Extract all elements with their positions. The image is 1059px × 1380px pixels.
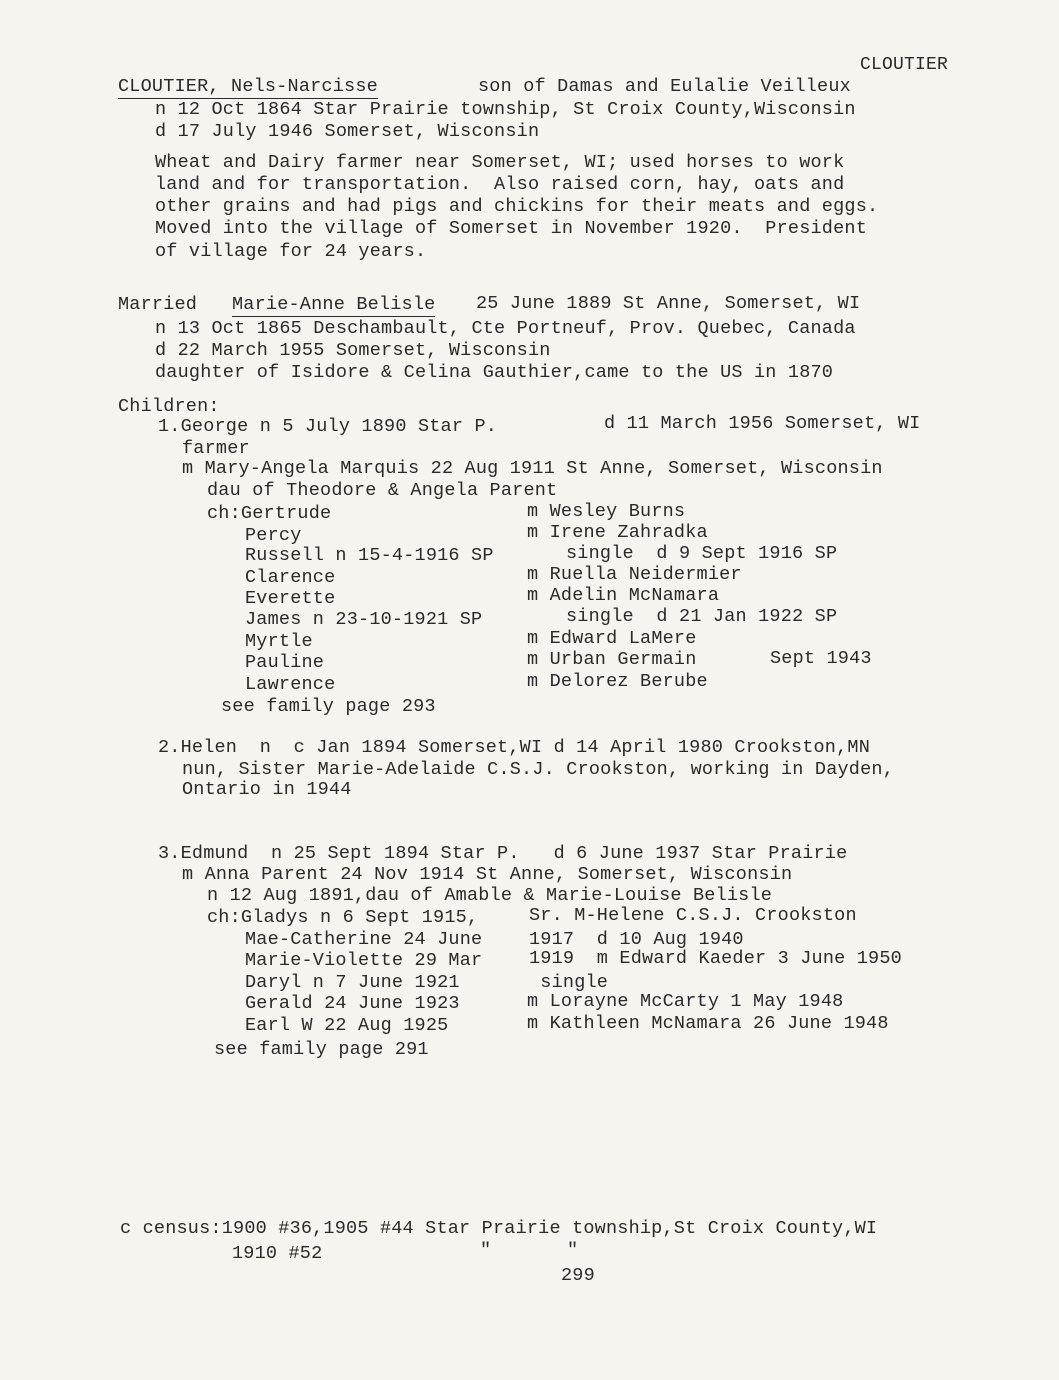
grandchild-name: Myrtle xyxy=(245,631,313,652)
child3-see-family: see family page 291 xyxy=(214,1039,429,1060)
grandchild-name: Pauline xyxy=(245,652,325,673)
subject-birth: n 12 Oct 1864 Star Prairie township, St Croix County,Wisconsin xyxy=(155,99,856,120)
grandchild-name: Earl W 22 Aug 1925 xyxy=(245,1015,449,1036)
grandchild-info: single d 21 Jan 1922 SP xyxy=(566,606,838,627)
grandchild-name: Lawrence xyxy=(245,674,336,695)
marriage-info: 25 June 1889 St Anne, Somerset, WI xyxy=(476,293,861,314)
grandchild-info: m Edward LaMere xyxy=(527,628,697,649)
child1-death: d 11 March 1956 Somerset, WI xyxy=(604,413,921,434)
grandchild-info: Sr. M-Helene C.S.J. Crookston xyxy=(529,905,857,926)
subject-parents: son of Damas and Eulalie Veilleux xyxy=(478,76,851,97)
child3-line1: 3.Edmund n 25 Sept 1894 Star P. d 6 June 1937 Star Prairie xyxy=(158,843,848,864)
census-line1: c census:1900 #36,1905 #44 Star Prairie township,St Croix County,WI xyxy=(120,1218,878,1239)
child2-line1: 2.Helen n c Jan 1894 Somerset,WI d 14 April 1980 Crookston,MN xyxy=(158,737,871,758)
child3-spouse-info: n 12 Aug 1891,dau of Amable & Marie-Louise Belisle xyxy=(207,885,773,906)
grandchild-info: 1919 m Edward Kaeder 3 June 1950 xyxy=(529,948,902,969)
bio-line: of village for 24 years. xyxy=(155,241,427,262)
census-line2: 1910 #52 xyxy=(232,1243,323,1264)
grandchild-extra: Sept 1943 xyxy=(770,648,872,669)
grandchild-name: Gerald 24 June 1923 xyxy=(245,993,460,1014)
child1-line1: 1.George n 5 July 1890 Star P. xyxy=(158,416,498,437)
child2-line3: Ontario in 1944 xyxy=(182,779,352,800)
children-heading: Children: xyxy=(118,396,220,417)
grandchild-info: single xyxy=(529,972,609,993)
grandchild-name: Everette xyxy=(245,588,336,609)
grandchild-name: Daryl n 7 June 1921 xyxy=(245,972,460,993)
census-ditto: " xyxy=(567,1240,579,1261)
grandchild-info: m Delorez Berube xyxy=(527,671,708,692)
bio-line: Wheat and Dairy farmer near Somerset, WI; used horses to work xyxy=(155,152,845,173)
grandchild-info: 1917 d 10 Aug 1940 xyxy=(529,929,744,950)
bio-line: Moved into the village of Somerset in November 1920. President xyxy=(155,218,868,239)
spouse-name: Marie-Anne Belisle xyxy=(232,294,436,315)
census-ditto: " xyxy=(480,1240,492,1261)
child3-marriage: m Anna Parent 24 Nov 1914 St Anne, Somerset, Wisconsin xyxy=(182,864,793,885)
child1-occupation: farmer xyxy=(182,438,250,459)
subject-death: d 17 July 1946 Somerset, Wisconsin xyxy=(155,121,540,142)
married-label: Married xyxy=(118,294,198,315)
grandchild-info: m Ruella Neidermier xyxy=(527,564,742,585)
grandchild-info: m Lorayne McCarty 1 May 1948 xyxy=(527,991,844,1012)
page-header-surname: CLOUTIER xyxy=(860,55,949,75)
spouse-death: d 22 March 1955 Somerset, Wisconsin xyxy=(155,340,551,361)
grandchild-info: m Wesley Burns xyxy=(527,501,686,522)
subject-name: CLOUTIER, Nels-Narcisse xyxy=(118,76,378,97)
grandchild-info: single d 9 Sept 1916 SP xyxy=(566,543,838,564)
grandchild-name: ch:Gertrude xyxy=(207,503,332,524)
child2-line2: nun, Sister Marie-Adelaide C.S.J. Crookston, working in Dayden, xyxy=(182,759,895,780)
grandchild-name: Mae-Catherine 24 June xyxy=(245,929,483,950)
grandchild-info: m Adelin McNamara xyxy=(527,585,720,606)
page-number: 299 xyxy=(561,1265,595,1286)
grandchild-info: m Kathleen McNamara 26 June 1948 xyxy=(527,1013,889,1034)
grandchild-info: m Irene Zahradka xyxy=(527,522,708,543)
spouse-birth: n 13 Oct 1865 Deschambault, Cte Portneuf, Prov. Quebec, Canada xyxy=(155,318,856,339)
grandchild-name: Russell n 15-4-1916 SP xyxy=(245,545,494,566)
child1-marriage: m Mary-Angela Marquis 22 Aug 1911 St Anne, Somerset, Wisconsin xyxy=(182,458,883,479)
grandchild-name: Clarence xyxy=(245,567,336,588)
bio-line: other grains and had pigs and chickins for their meats and eggs. xyxy=(155,196,879,217)
grandchild-name: Marie-Violette 29 Mar xyxy=(245,950,483,971)
child1-see-family: see family page 293 xyxy=(221,696,436,717)
spouse-parents: daughter of Isidore & Celina Gauthier,came to the US in 1870 xyxy=(155,362,834,383)
child1-spouse-parents: dau of Theodore & Angela Parent xyxy=(207,480,558,501)
bio-line: land and for transportation. Also raised corn, hay, oats and xyxy=(155,174,845,195)
grandchild-name: James n 23-10-1921 SP xyxy=(245,609,483,630)
grandchild-name: ch:Gladys n 6 Sept 1915, xyxy=(207,907,479,928)
grandchild-name: Percy xyxy=(245,525,302,546)
grandchild-info: m Urban Germain xyxy=(527,649,697,670)
